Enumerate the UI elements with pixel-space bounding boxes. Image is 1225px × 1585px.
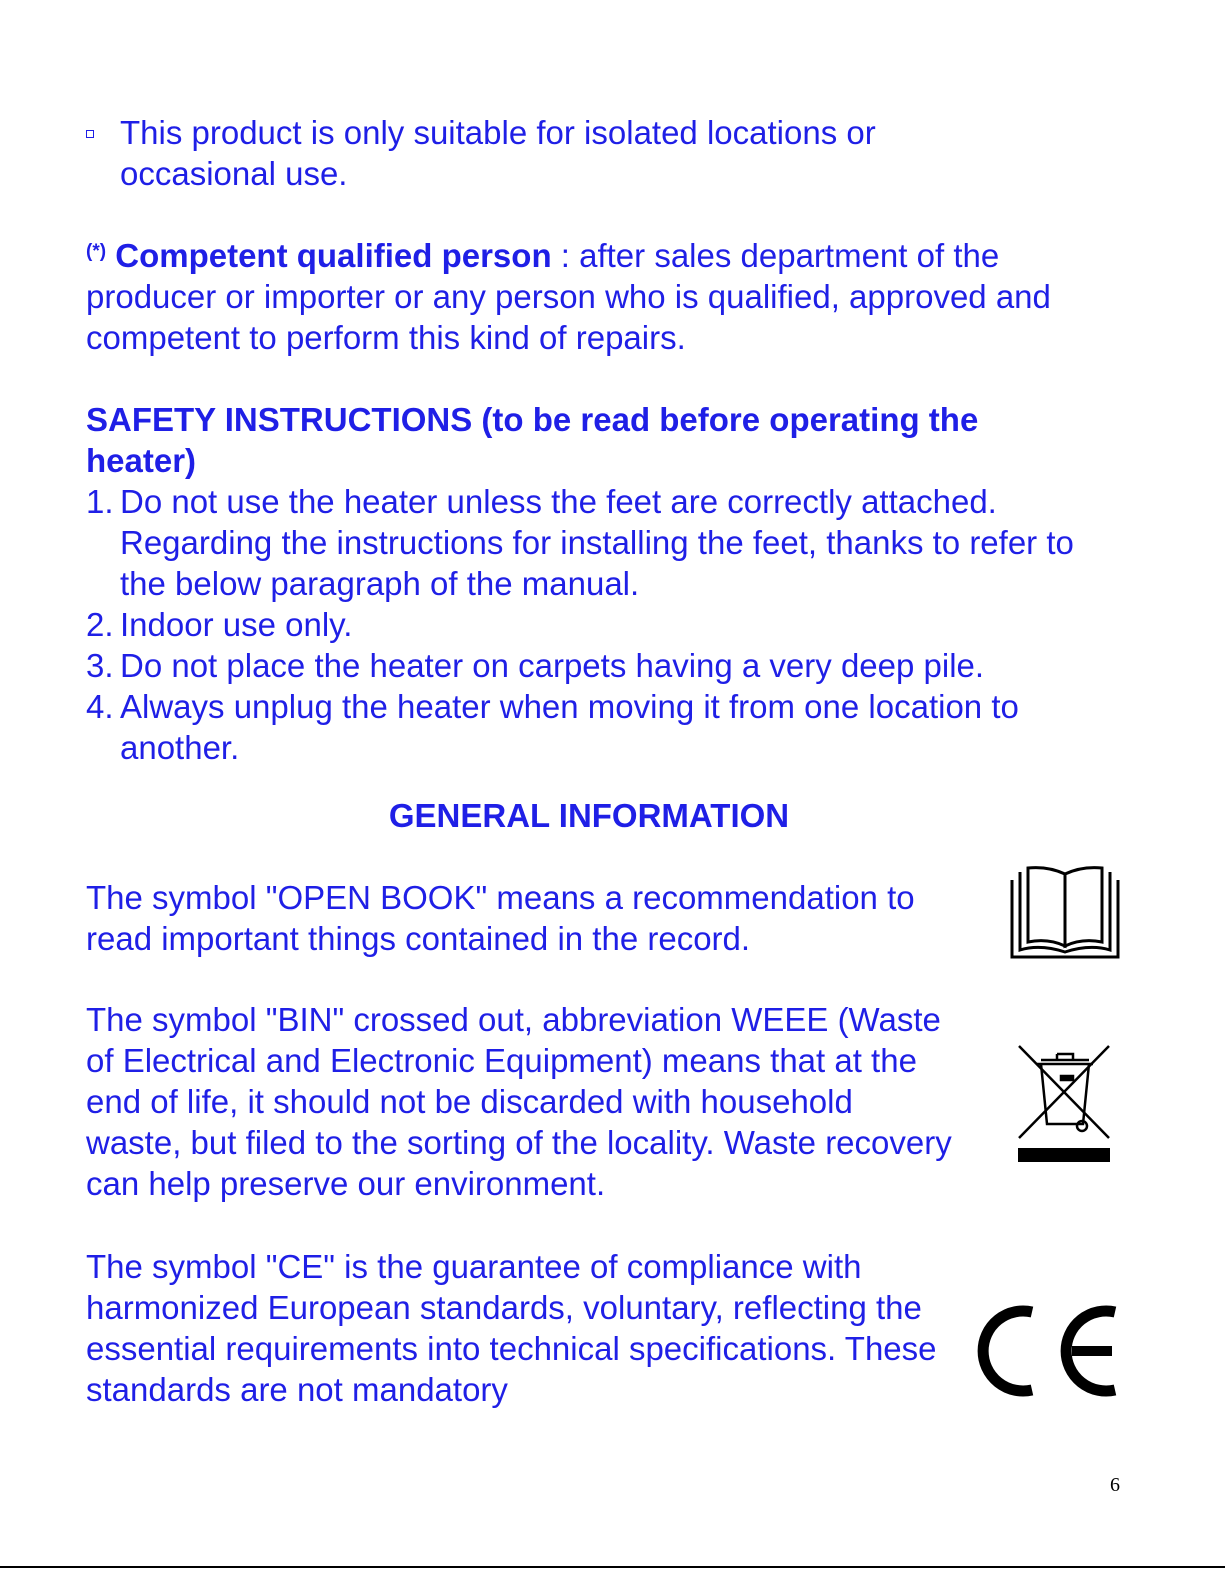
weee-bin-paragraph: The symbol "BIN" crossed out, abbreviation WEEE (Waste of Electrical and Electronic Equipment) means that at the end of life, it should not be discarded with household waste, but filed to the sorting of the locality. Waste recovery can help preserve our environment. xyxy=(86,1001,952,1202)
list-item: 1. Do not use the heater unless the feet are correctly attached. Regarding the instructions for installing the feet, thanks to refer to the below paragraph of the manual. xyxy=(86,483,1074,602)
safety-instructions-heading: SAFETY INSTRUCTIONS (to be read before operating the heater) xyxy=(86,401,979,479)
list-item: 2. Indoor use only. xyxy=(86,606,353,643)
open-book-icon xyxy=(1010,866,1120,960)
square-bullet-icon xyxy=(86,130,94,138)
footnote-text: : after sales department of the producer or importer or any person who is qualified, approved and competent to perform this kind of repairs. xyxy=(86,237,1051,356)
footnote-marker: (*) xyxy=(86,241,107,262)
crossed-bin-weee-icon xyxy=(1015,1042,1113,1164)
ce-paragraph: The symbol "CE" is the guarantee of compliance with harmonized European standards, voluntary, reflecting the essential requirements into technical specifications. These standards are not mandatory xyxy=(86,1248,937,1408)
page-number: 6 xyxy=(1110,1474,1120,1496)
ce-mark-icon xyxy=(977,1300,1119,1402)
general-information-heading: GENERAL INFORMATION xyxy=(388,797,790,834)
list-item: 4. Always unplug the heater when moving it from one location to another. xyxy=(86,688,1019,766)
footnote-term: Competent qualified person xyxy=(115,237,552,274)
list-item: 3. Do not place the heater on carpets having a very deep pile. xyxy=(86,647,985,684)
page-bottom-rule xyxy=(0,1566,1225,1568)
footnote-definition xyxy=(86,235,1096,358)
open-book-paragraph: The symbol "OPEN BOOK" means a recommendation to read important things contained in the record. xyxy=(86,879,915,957)
safety-instructions-list xyxy=(86,481,1116,768)
bullet-text: This product is only suitable for isolated locations or occasional use. xyxy=(120,114,876,192)
